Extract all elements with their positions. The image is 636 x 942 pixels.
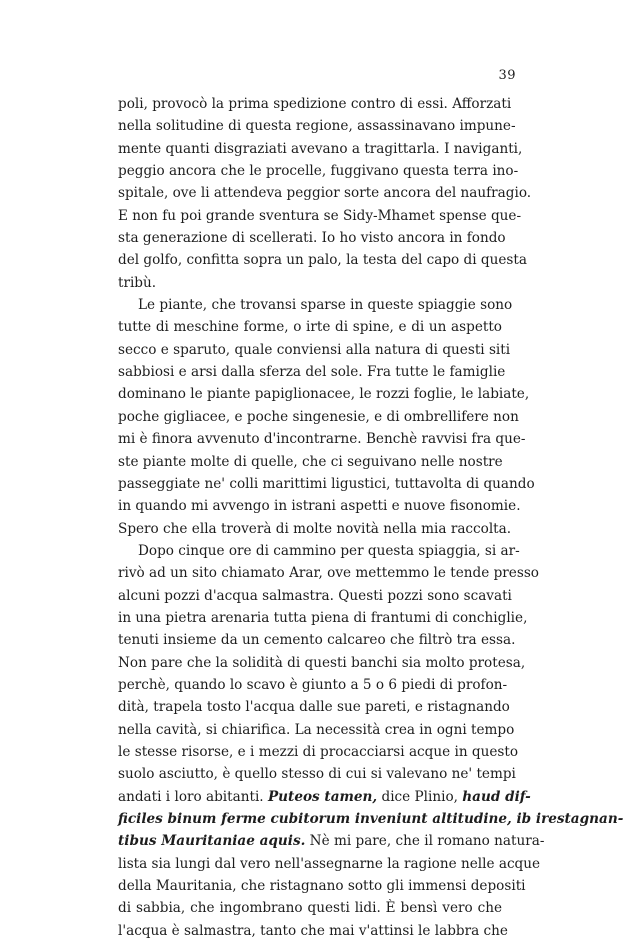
text-line: sta generazione di scellerati. Io ho visto ancora in fondo [118, 230, 506, 247]
text-line: alcuni pozzi d'acqua salmastra. Questi pozzi sono scavati [118, 587, 512, 604]
text-line: ste piante molte di quelle, che ci seguivano nelle nostre [118, 453, 503, 470]
text-line: Dopo cinque ore di cammino per questa spiaggia, si ar- [138, 542, 520, 559]
text-line: tutte di meschine forme, o irte di spine, e di un aspetto [118, 319, 502, 336]
text-fragment: Nè mi pare, che il romano natura- [305, 833, 545, 850]
text-line: lista sia lungi dal vero nell'assegnarne la ragione nelle acque [118, 855, 541, 872]
latin-quote: haud dif- [462, 788, 531, 805]
text-line: del golfo, confitta sopra un palo, la testa del capo di questa [118, 252, 527, 269]
text-line: le stesse risorse, e i mezzi di procacciarsi acque in questo [118, 743, 519, 760]
text-line: Spero che ella troverà di molte novità nella mia raccolta. [118, 520, 512, 537]
latin-quote-line: ficiles binum ferme cubitorum inveniunt altitudine, ib irestagnan- [118, 811, 624, 827]
text-line: spitale, ove li attendeva peggior sorte ancora del naufragio. [118, 185, 532, 202]
text-line: tenuti insieme da un cemento calcareo che filtrò tra essa. [118, 632, 516, 649]
page-number: 39 [498, 68, 516, 83]
text-line: E non fu poi grande sventura se Sidy-Mhamet spense que- [118, 207, 522, 224]
text-line: l'acqua è salmastra, tanto che mai v'attinsi le labbra che [118, 922, 508, 939]
text-line: nella cavità, si chiarifica. La necessità crea in ogni tempo [118, 721, 515, 738]
latin-quote: tibus Mauritaniae aquis. [118, 833, 306, 850]
text-line: Non pare che la solidità di questi banchi sia molto protesa, [118, 654, 526, 671]
text-line: secco e sparuto, quale conviensi alla natura di questi siti [118, 341, 511, 358]
text-line-mixed [118, 786, 531, 808]
text-line-mixed [118, 830, 545, 852]
text-line: in quando mi avvengo in istrani aspetti e nuove fisonomie. [118, 498, 521, 515]
text-line: peggio ancora che le procelle, fuggivano questa terra ino- [118, 163, 519, 180]
text-line: in una pietra arenaria tutta piena di frantumi di conchiglie, [118, 609, 528, 626]
text-line: tribù. [118, 274, 157, 291]
text-line: mente quanti disgraziati avevano a tragittarla. I naviganti, [118, 140, 523, 157]
text-line: mi è finora avvenuto d'incontrarne. Benchè ravvisi fra que- [118, 431, 526, 448]
text-line: dominano le piante papiglionacee, le rozzi foglie, le labiate, [118, 386, 530, 403]
text-line: passeggiate ne' colli marittimi ligustici, tuttavolta di quando [118, 475, 535, 492]
latin-quote: Puteos tamen, [267, 788, 378, 805]
text-line: poli, provocò la prima spedizione contro di essi. Afforzati [118, 96, 512, 112]
text-line: suolo asciutto, è quello stesso di cui si valevano ne' tempi [118, 766, 516, 783]
text-line: poche gigliacee, e poche singenesie, e di ombrellifere non [118, 408, 519, 425]
body-text [118, 93, 624, 942]
text-line: Le piante, che trovansi sparse in queste spiaggie sono [138, 297, 513, 314]
text-fragment: dice Plinio, [377, 788, 463, 805]
text-line: dità, trapela tosto l'acqua dalle sue pareti, e ristagnando [118, 699, 510, 716]
text-fragment: andati i loro abitanti. [118, 788, 264, 805]
text-line: rivò ad un sito chiamato Arar, ove mettemmo le tende presso [118, 565, 539, 582]
text-line: della Mauritania, che ristagnano sotto gli immensi depositi [118, 878, 526, 895]
text-line: di sabbia, che ingombrano questi lidi. È bensì vero che [118, 900, 502, 917]
text-line: nella solitudine di questa regione, assassinavano impune- [118, 118, 516, 135]
text-line: perchè, quando lo scavo è giunto a 5 o 6 piedi di profon- [118, 676, 508, 693]
text-line: sabbiosi e arsi dalla sferza del sole. Fra tutte le famiglie [118, 364, 506, 381]
